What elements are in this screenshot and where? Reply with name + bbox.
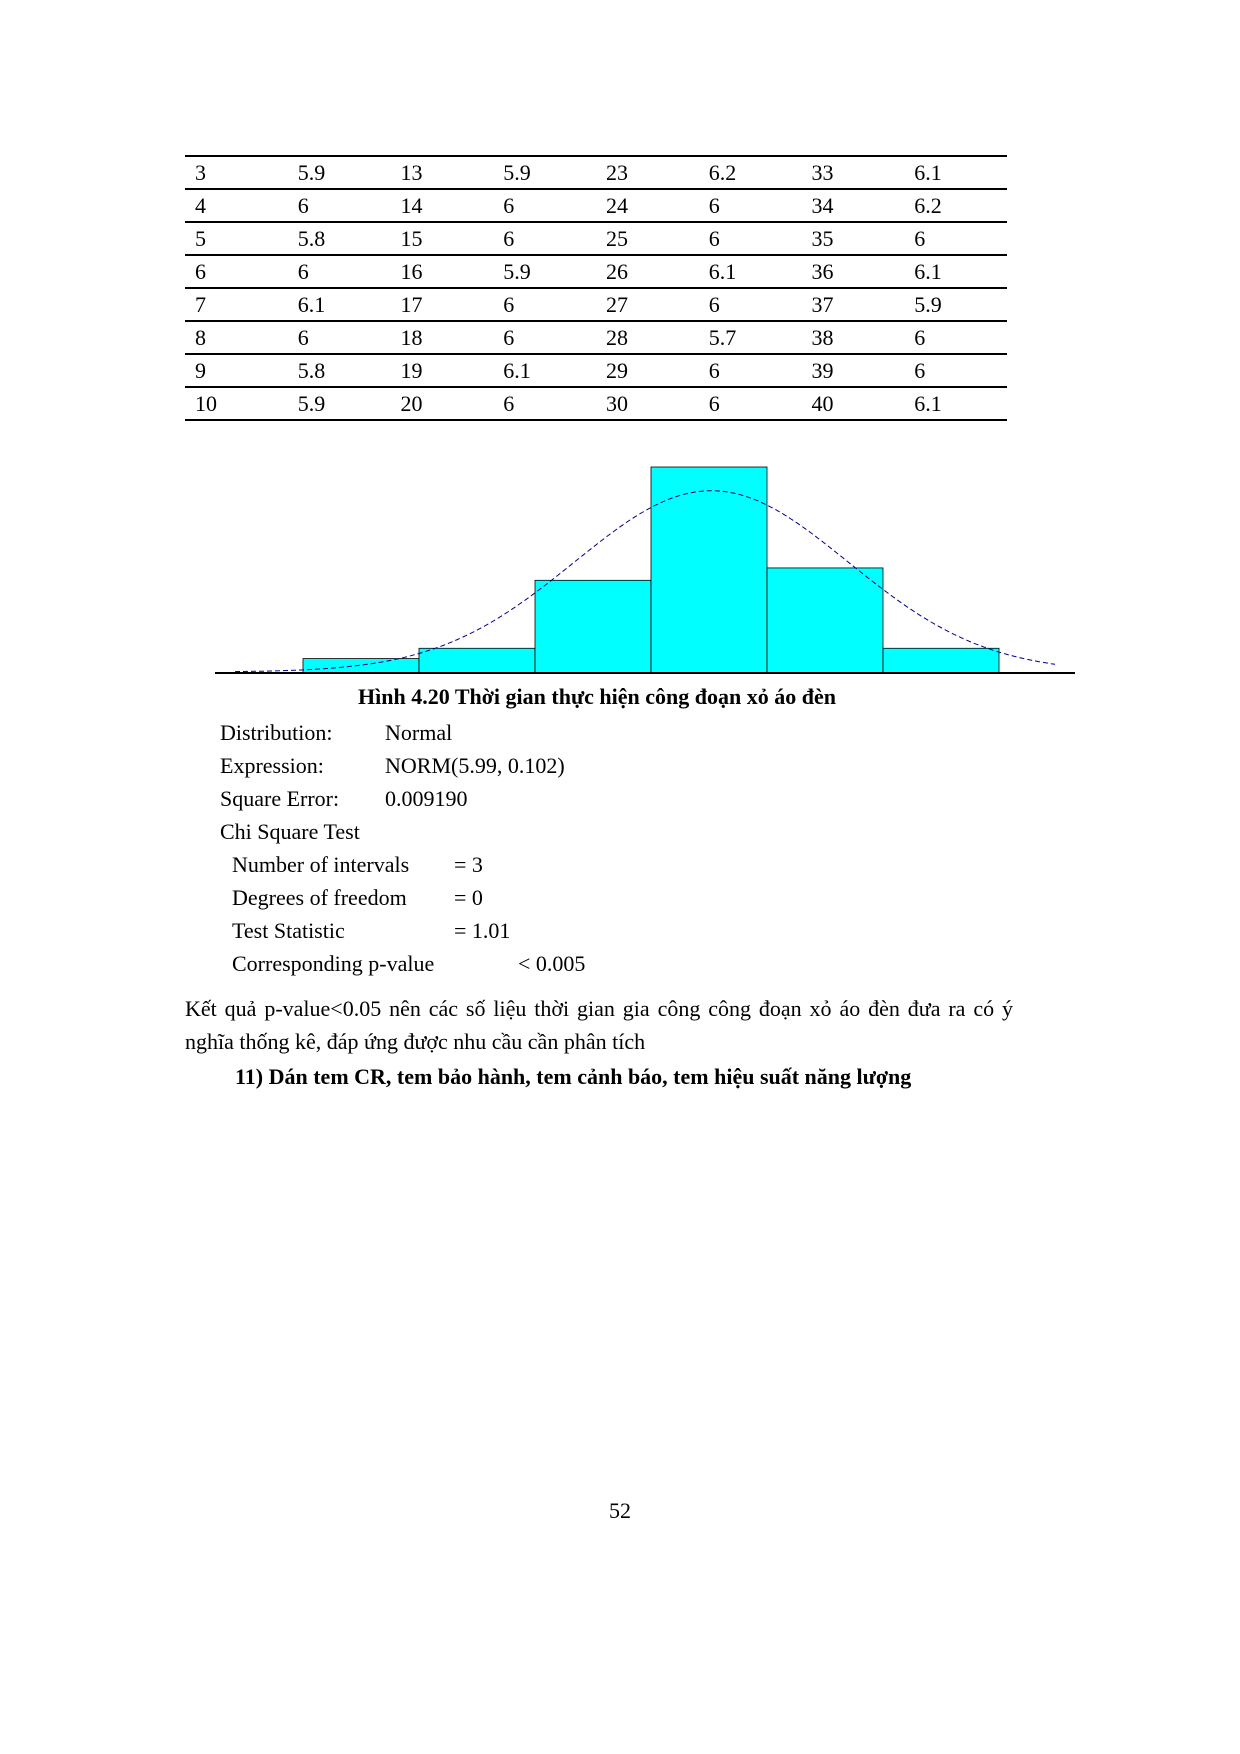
obs-value-cell: 6 [493, 222, 596, 255]
obs-number-cell: 20 [391, 387, 494, 420]
obs-number-cell: 13 [391, 156, 494, 189]
stat-intervals [232, 848, 1055, 881]
obs-number-cell: 7 [185, 288, 288, 321]
stat-label: Degrees of freedom [232, 885, 407, 910]
obs-number-cell: 18 [391, 321, 494, 354]
table-row [185, 288, 1007, 321]
stat-label: Square Error: [220, 786, 340, 811]
stat-chi-square-header [220, 815, 1055, 848]
obs-number-cell: 38 [802, 321, 905, 354]
obs-value-cell: 6 [493, 189, 596, 222]
obs-number-cell: 3 [185, 156, 288, 189]
obs-number-cell: 36 [802, 255, 905, 288]
obs-value-cell: 6.1 [288, 288, 391, 321]
obs-value-cell: 5.7 [699, 321, 802, 354]
stat-square-error [220, 782, 1055, 815]
table-row [185, 354, 1007, 387]
stat-expression [220, 749, 1055, 782]
stat-label: Expression: [220, 753, 324, 778]
obs-number-cell: 30 [596, 387, 699, 420]
obs-number-cell: 28 [596, 321, 699, 354]
stat-p-value [232, 947, 1055, 980]
stat-label: Test Statistic [232, 918, 345, 943]
histogram-chart [215, 461, 1075, 676]
obs-value-cell: 6 [904, 321, 1007, 354]
obs-value-cell: 6 [699, 189, 802, 222]
obs-number-cell: 34 [802, 189, 905, 222]
histogram-bar [883, 648, 999, 673]
stat-label: Number of intervals [232, 852, 410, 877]
stat-label: Chi Square Test [220, 819, 360, 844]
obs-number-cell: 16 [391, 255, 494, 288]
histogram-bar [303, 659, 419, 673]
obs-number-cell: 15 [391, 222, 494, 255]
histogram-bar [767, 568, 883, 673]
obs-value-cell: 6.2 [904, 189, 1007, 222]
obs-number-cell: 23 [596, 156, 699, 189]
obs-value-cell: 6 [493, 321, 596, 354]
obs-number-cell: 33 [802, 156, 905, 189]
obs-number-cell: 25 [596, 222, 699, 255]
obs-number-cell: 26 [596, 255, 699, 288]
obs-value-cell: 5.8 [288, 222, 391, 255]
figure-caption: Hình 4.20 Thời gian thực hiện công đoạn xỏ áo đèn [358, 684, 836, 709]
obs-number-cell: 9 [185, 354, 288, 387]
measurement-table [185, 155, 1007, 421]
stat-value: = 3 [454, 852, 483, 877]
obs-value-cell: 6.1 [493, 354, 596, 387]
table-row [185, 387, 1007, 420]
stat-freedom [232, 881, 1055, 914]
stat-value: = 1.01 [454, 918, 511, 943]
obs-number-cell: 14 [391, 189, 494, 222]
table-row [185, 189, 1007, 222]
obs-number-cell: 8 [185, 321, 288, 354]
data-table-body [185, 156, 1007, 420]
obs-value-cell: 6 [288, 321, 391, 354]
stat-value: Normal [385, 720, 453, 745]
obs-value-cell: 6.2 [699, 156, 802, 189]
obs-value-cell: 5.9 [288, 156, 391, 189]
stat-label: Corresponding p-value [232, 951, 435, 976]
conclusion-paragraph: Kết quả p-value<0.05 nên các số liệu thời gian gia công công đoạn xỏ áo đèn đưa ra có ý nghĩa thống kê, đáp ứng được nhu cầu cần phân tích [185, 996, 1013, 1054]
obs-value-cell: 6 [904, 222, 1007, 255]
obs-value-cell: 6 [699, 387, 802, 420]
fit-statistics [220, 716, 1055, 980]
obs-value-cell: 6.1 [904, 255, 1007, 288]
obs-value-cell: 6 [699, 222, 802, 255]
obs-value-cell: 5.9 [493, 255, 596, 288]
obs-number-cell: 40 [802, 387, 905, 420]
obs-number-cell: 10 [185, 387, 288, 420]
histogram-bar [535, 580, 651, 673]
obs-value-cell: 5.9 [493, 156, 596, 189]
obs-value-cell: 6.1 [904, 156, 1007, 189]
obs-value-cell: 6 [493, 288, 596, 321]
histogram-bar [419, 648, 535, 673]
stat-value: < 0.005 [518, 951, 586, 976]
section-heading-11: 11) Dán tem CR, tem bảo hành, tem cảnh báo, tem hiệu suất năng lượng [235, 1064, 912, 1089]
obs-value-cell: 6 [493, 387, 596, 420]
obs-number-cell: 24 [596, 189, 699, 222]
obs-number-cell: 17 [391, 288, 494, 321]
obs-value-cell: 5.9 [904, 288, 1007, 321]
obs-number-cell: 4 [185, 189, 288, 222]
obs-number-cell: 37 [802, 288, 905, 321]
obs-value-cell: 6 [699, 354, 802, 387]
page-number: 52 [609, 1498, 631, 1523]
obs-number-cell: 6 [185, 255, 288, 288]
obs-number-cell: 39 [802, 354, 905, 387]
obs-value-cell: 6 [904, 354, 1007, 387]
table-row [185, 222, 1007, 255]
obs-value-cell: 6 [699, 288, 802, 321]
table-row [185, 156, 1007, 189]
obs-number-cell: 19 [391, 354, 494, 387]
obs-value-cell: 6 [288, 189, 391, 222]
histogram-svg [215, 461, 1075, 676]
table-row [185, 321, 1007, 354]
stat-value: NORM(5.99, 0.102) [385, 753, 565, 778]
stat-label: Distribution: [220, 720, 333, 745]
stat-value: 0.009190 [385, 786, 468, 811]
obs-number-cell: 5 [185, 222, 288, 255]
obs-number-cell: 27 [596, 288, 699, 321]
table-row [185, 255, 1007, 288]
obs-value-cell: 6 [288, 255, 391, 288]
stat-distribution [220, 716, 1055, 749]
obs-value-cell: 6.1 [699, 255, 802, 288]
stat-test-statistic [232, 914, 1055, 947]
stat-value: = 0 [454, 885, 483, 910]
obs-value-cell: 5.8 [288, 354, 391, 387]
obs-value-cell: 5.9 [288, 387, 391, 420]
obs-value-cell: 6.1 [904, 387, 1007, 420]
obs-number-cell: 35 [802, 222, 905, 255]
obs-number-cell: 29 [596, 354, 699, 387]
